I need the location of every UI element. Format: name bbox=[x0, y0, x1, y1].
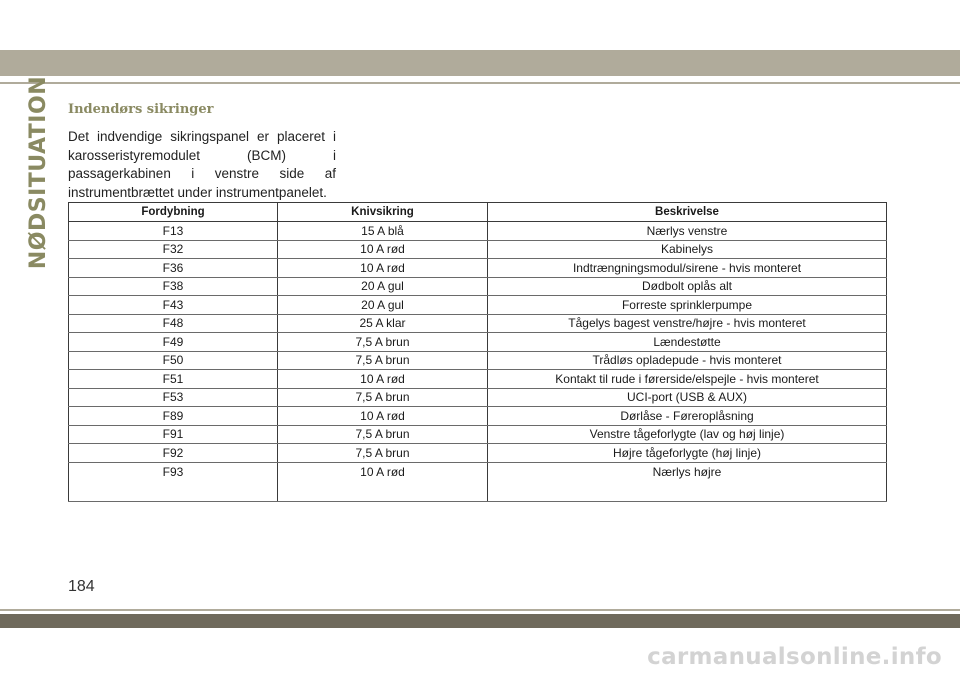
fuse-table bbox=[68, 202, 887, 502]
intro-paragraph: Det indvendige sikringspanel er placeret i karosseristyremodulet (BCM) i passagerkabinen i venstre side af instrumentbrættet under instrumentpanelet. bbox=[68, 129, 336, 200]
description-cell: Trådløs opladepude - hvis monteret bbox=[488, 351, 887, 370]
column-header-blade-fuse: Knivsikring bbox=[278, 203, 488, 222]
cavity-cell: F36 bbox=[69, 259, 278, 278]
table-row bbox=[69, 425, 887, 444]
table-row bbox=[69, 444, 887, 463]
cavity-cell: F13 bbox=[69, 222, 278, 241]
table-row bbox=[69, 296, 887, 315]
fuse-cell: 7,5 A brun bbox=[278, 351, 488, 370]
top-header-band bbox=[0, 50, 960, 76]
fuse-cell: 10 A rød bbox=[278, 370, 488, 389]
bottom-divider-line bbox=[0, 609, 960, 611]
description-cell: Forreste sprinklerpumpe bbox=[488, 296, 887, 315]
description-cell: Venstre tågeforlygte (lav og høj linje) bbox=[488, 425, 887, 444]
cavity-cell: F92 bbox=[69, 444, 278, 463]
table-row bbox=[69, 462, 887, 501]
cavity-cell: F43 bbox=[69, 296, 278, 315]
cavity-cell: F89 bbox=[69, 407, 278, 426]
column-header-description: Beskrivelse bbox=[488, 203, 887, 222]
cavity-cell: F53 bbox=[69, 388, 278, 407]
fuse-cell: 7,5 A brun bbox=[278, 444, 488, 463]
watermark: carmanualsonline.info bbox=[647, 644, 942, 670]
cavity-cell: F49 bbox=[69, 333, 278, 352]
fuse-cell: 7,5 A brun bbox=[278, 333, 488, 352]
table-row bbox=[69, 277, 887, 296]
top-divider-line bbox=[0, 82, 960, 84]
fuse-cell: 10 A rød bbox=[278, 259, 488, 278]
description-cell: UCI-port (USB & AUX) bbox=[488, 388, 887, 407]
description-cell: Lændestøtte bbox=[488, 333, 887, 352]
description-cell: Højre tågeforlygte (høj linje) bbox=[488, 444, 887, 463]
table-row bbox=[69, 388, 887, 407]
table-row bbox=[69, 259, 887, 278]
cavity-cell: F93 bbox=[69, 462, 278, 501]
table-row bbox=[69, 351, 887, 370]
cavity-cell: F38 bbox=[69, 277, 278, 296]
description-cell: Nærlys højre bbox=[488, 462, 887, 501]
description-cell: Kabinelys bbox=[488, 240, 887, 259]
description-cell: Dødbolt oplås alt bbox=[488, 277, 887, 296]
chapter-side-tab bbox=[24, 75, 54, 269]
fuse-cell: 20 A gul bbox=[278, 296, 488, 315]
section-title: Indendørs sikringer bbox=[68, 102, 214, 117]
table-row bbox=[69, 407, 887, 426]
fuse-cell: 10 A rød bbox=[278, 462, 488, 501]
description-cell: Nærlys venstre bbox=[488, 222, 887, 241]
cavity-cell: F91 bbox=[69, 425, 278, 444]
table-row bbox=[69, 314, 887, 333]
description-cell: Indtrængningsmodul/sirene - hvis monteret bbox=[488, 259, 887, 278]
table-header-row bbox=[69, 203, 887, 222]
fuse-cell: 25 A klar bbox=[278, 314, 488, 333]
description-cell: Tågelys bagest venstre/højre - hvis monteret bbox=[488, 314, 887, 333]
fuse-cell: 10 A rød bbox=[278, 407, 488, 426]
chapter-tab-label: NØDSITUATION bbox=[26, 75, 52, 269]
fuse-cell: 10 A rød bbox=[278, 240, 488, 259]
table-row bbox=[69, 222, 887, 241]
cavity-cell: F51 bbox=[69, 370, 278, 389]
cavity-cell: F48 bbox=[69, 314, 278, 333]
cavity-cell: F50 bbox=[69, 351, 278, 370]
table-row bbox=[69, 240, 887, 259]
column-header-cavity: Fordybning bbox=[69, 203, 278, 222]
page-number: 184 bbox=[68, 578, 95, 595]
description-cell: Kontakt til rude i førerside/elspejle - hvis monteret bbox=[488, 370, 887, 389]
bottom-footer-band bbox=[0, 614, 960, 628]
fuse-cell: 15 A blå bbox=[278, 222, 488, 241]
fuse-cell: 7,5 A brun bbox=[278, 425, 488, 444]
table-row bbox=[69, 370, 887, 389]
description-cell: Dørlåse - Føreroplåsning bbox=[488, 407, 887, 426]
fuse-cell: 7,5 A brun bbox=[278, 388, 488, 407]
cavity-cell: F32 bbox=[69, 240, 278, 259]
table-row bbox=[69, 333, 887, 352]
fuse-cell: 20 A gul bbox=[278, 277, 488, 296]
